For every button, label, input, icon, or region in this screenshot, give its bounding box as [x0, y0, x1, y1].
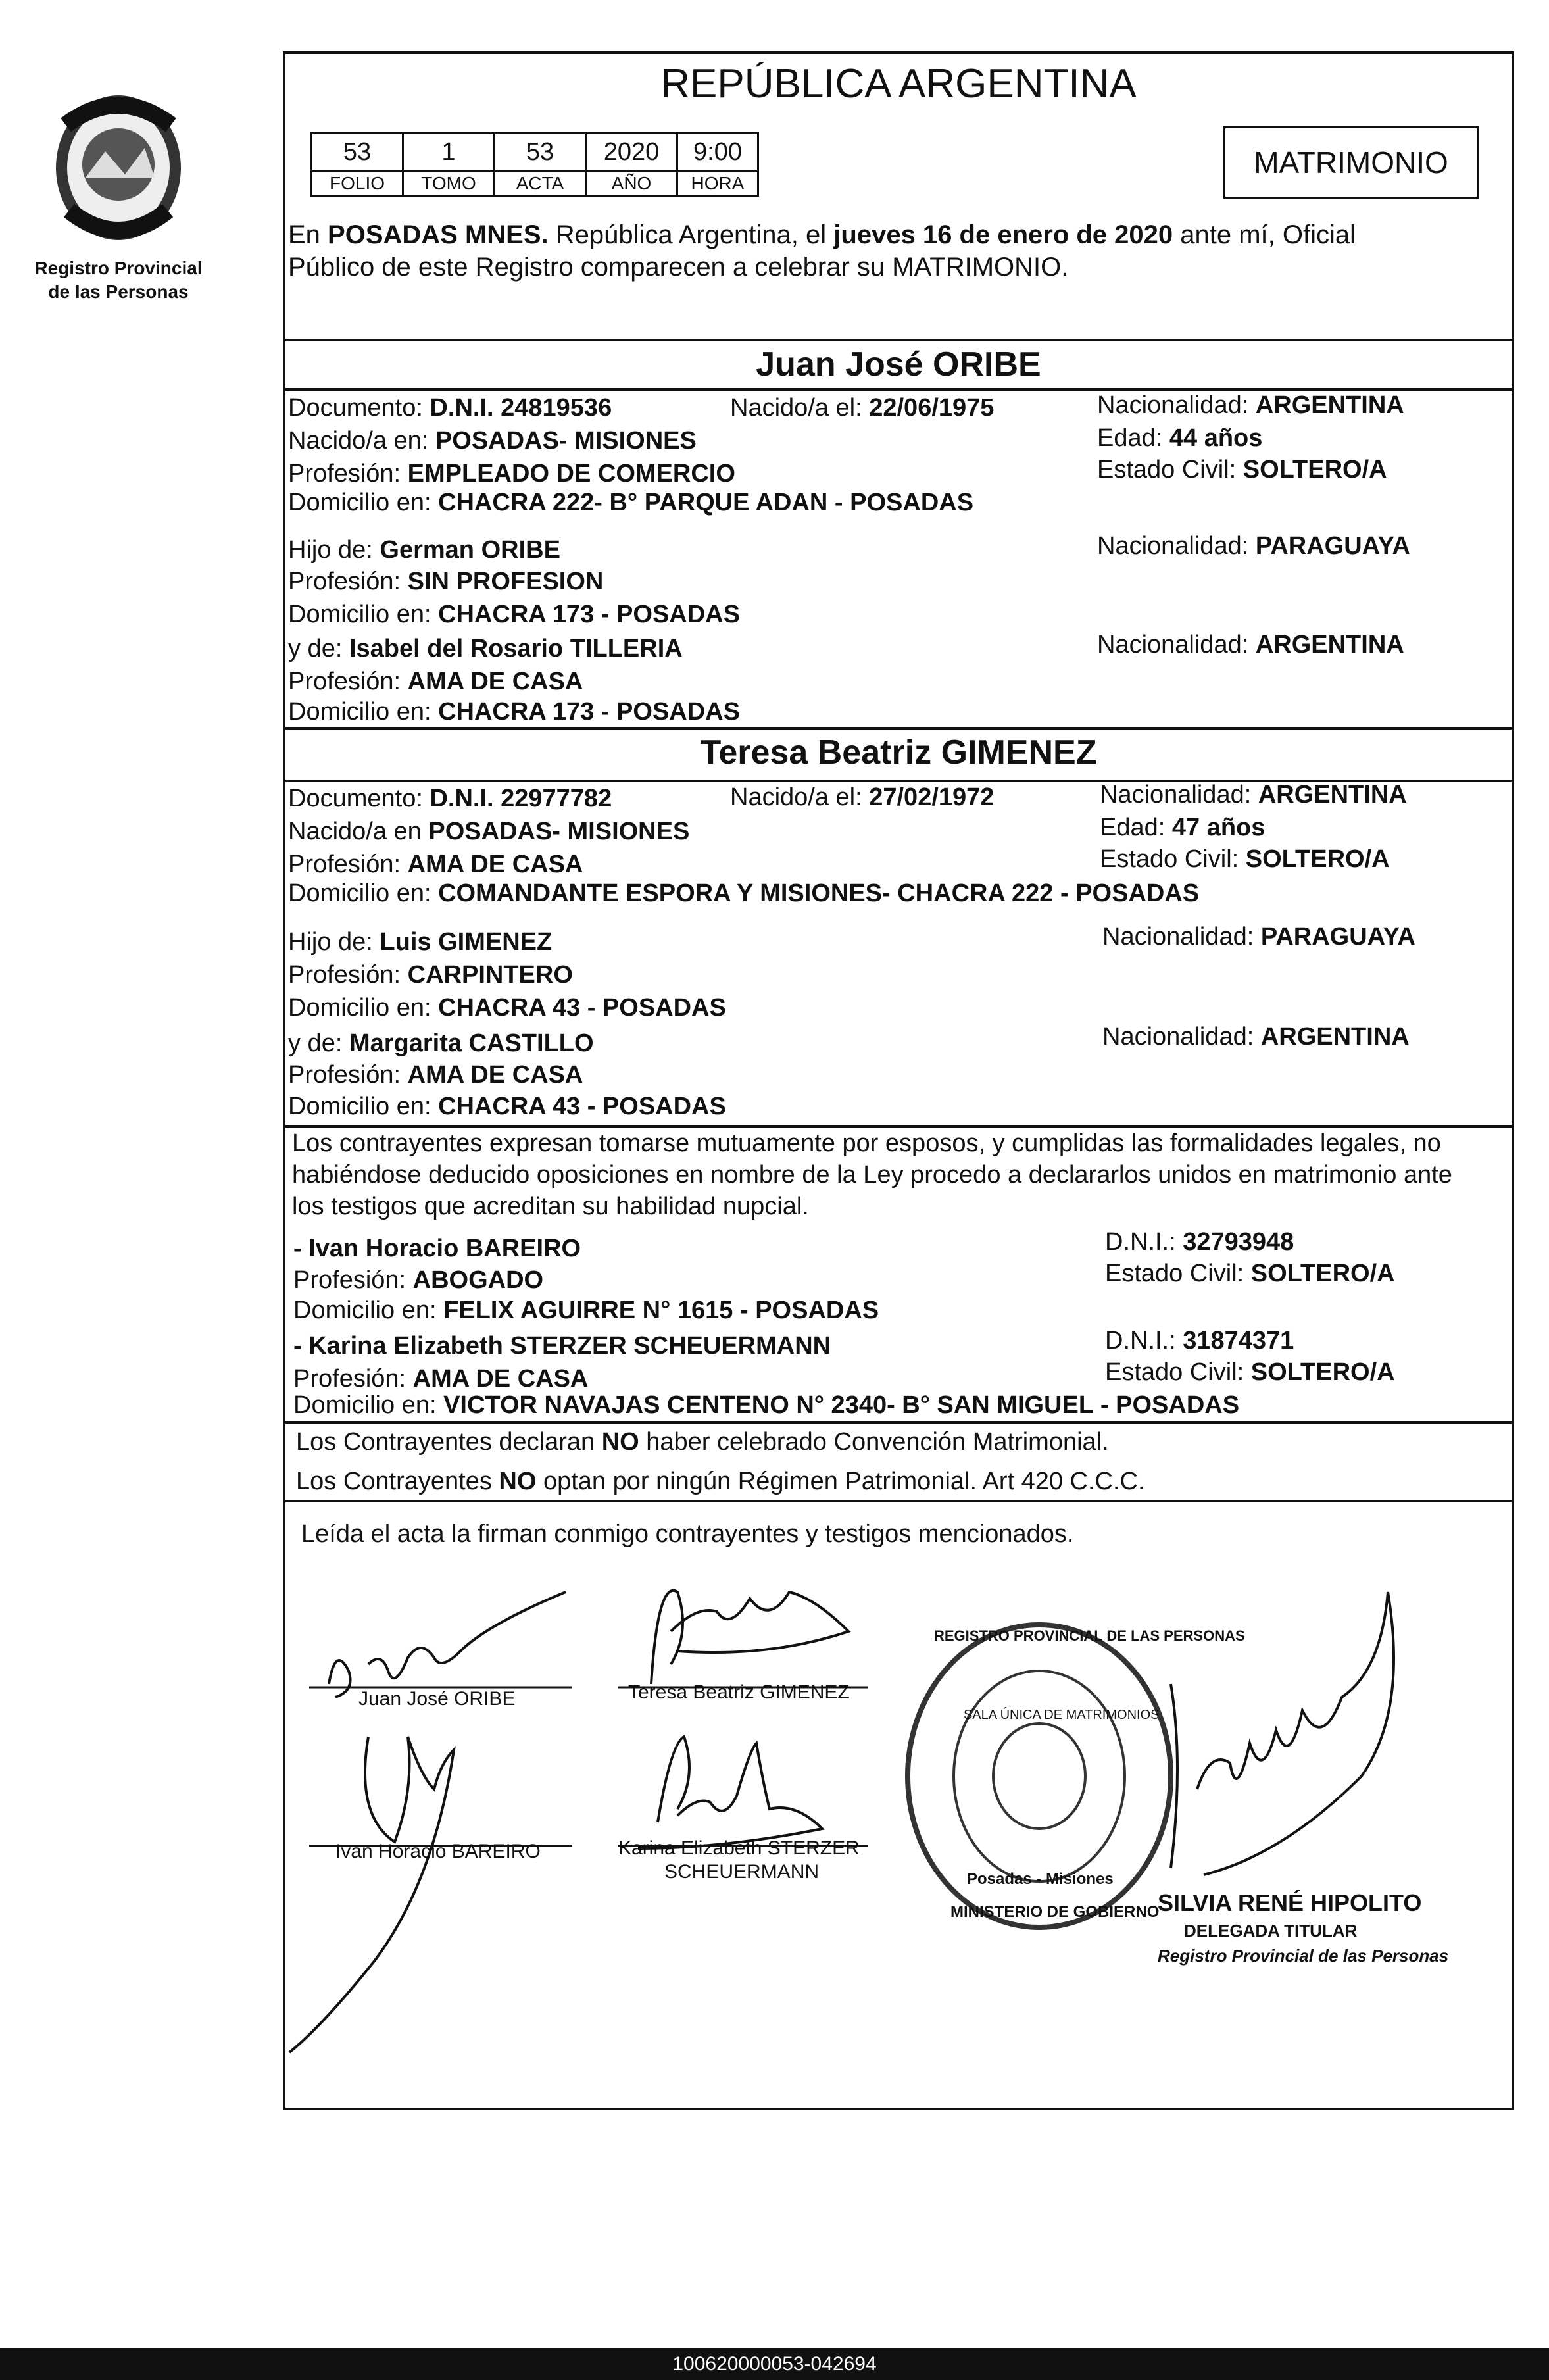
spouse2-estado-civil: Estado Civil: SOLTERO/A	[1100, 845, 1390, 873]
spouse2-edad: Edad: 47 años	[1100, 814, 1266, 841]
spouse2-documento: Documento: D.N.I. 22977782	[288, 785, 612, 812]
logo-label-2: de las Personas	[48, 282, 189, 302]
signature-label-oribe: Juan José ORIBE	[358, 1688, 516, 1710]
witness1-profesion: Profesión: ABOGADO	[293, 1266, 544, 1294]
stamp-bottom-text: Posadas - Misiones	[967, 1870, 1114, 1888]
witness2-profesion: Profesión: AMA DE CASA	[293, 1365, 589, 1393]
spouse1-father: Hijo de: German ORIBE	[288, 536, 560, 564]
field-tomo: 1 TOMO	[404, 134, 495, 195]
signature-oribe	[329, 1592, 566, 1697]
declaration-line-3: los testigos que acreditan su habilidad nupcial.	[292, 1193, 809, 1220]
convention-line-1: Los Contrayentes declaran NO haber celebrado Convención Matrimonial.	[296, 1428, 1109, 1456]
spouse2-mother-domicilio: Domicilio en: CHACRA 43 - POSADAS	[288, 1093, 726, 1120]
signature-label-sterzer-1: Karina Elizabeth STERZER	[618, 1837, 860, 1859]
spouse1-mother-domicilio: Domicilio en: CHACRA 173 - POSADAS	[288, 698, 740, 726]
closing-statement: Leída el acta la firman conmigo contrayentes y testigos mencionados.	[301, 1520, 1074, 1548]
declaration-line-2: habiéndose deducido oposiciones en nombre de la Ley procedo a declararlos unidos en matrimonio ante	[292, 1161, 1452, 1189]
spouse1-name: Juan José ORIBE	[756, 345, 1041, 384]
spouse2-mother-nacionalidad: Nacionalidad: ARGENTINA	[1102, 1023, 1410, 1051]
spouse2-mother-profesion: Profesión: AMA DE CASA	[288, 1061, 583, 1089]
spouse1-estado-civil: Estado Civil: SOLTERO/A	[1097, 456, 1387, 483]
stamp-ministry-text: MINISTERIO DE GOBIERNO	[950, 1903, 1160, 1921]
spouse1-mother-nacionalidad: Nacionalidad: ARGENTINA	[1097, 631, 1404, 658]
spouse2-profesion: Profesión: AMA DE CASA	[288, 851, 583, 878]
declaration-line-1: Los contrayentes expresan tomarse mutuamente por esposos, y cumplidas las formalidades legales, no	[292, 1129, 1441, 1157]
signature-sterzer	[638, 1737, 822, 1848]
spouse2-father: Hijo de: Luis GIMENEZ	[288, 928, 553, 956]
spouse1-edad: Edad: 44 años	[1097, 424, 1263, 452]
signature-bareiro	[289, 1737, 454, 2052]
spouse2-father-nacionalidad: Nacionalidad: PARAGUAYA	[1102, 923, 1415, 951]
intro-line-2: Público de este Registro comparecen a celebrar su MATRIMONIO.	[288, 253, 1069, 282]
signature-label-sterzer-2: SCHEUERMANN	[664, 1861, 820, 1883]
act-type: MATRIMONIO	[1254, 145, 1448, 180]
spouse1-domicilio: Domicilio en: CHACRA 222- B° PARQUE ADAN - POSADAS	[288, 489, 974, 516]
spouse1-documento: Documento: D.N.I. 24819536	[288, 394, 612, 422]
witness2-estado-civil: Estado Civil: SOLTERO/A	[1105, 1358, 1395, 1386]
field-hora: 9:00 HORA	[678, 134, 757, 195]
signature-label-bareiro: Ivan Horacio BAREIRO	[335, 1841, 541, 1862]
country-title: REPÚBLICA ARGENTINA	[660, 61, 1137, 107]
spouse2-mother: y de: Margarita CASTILLO	[288, 1029, 594, 1057]
spouse1-mother: y de: Isabel del Rosario TILLERIA	[288, 635, 683, 662]
convention-line-2: Los Contrayentes NO optan por ningún Régimen Patrimonial. Art 420 C.C.C.	[296, 1468, 1145, 1495]
official-title: DELEGADA TITULAR	[1184, 1921, 1358, 1941]
witness1-estado-civil: Estado Civil: SOLTERO/A	[1105, 1260, 1395, 1287]
witness2-domicilio: Domicilio en: VICTOR NAVAJAS CENTENO N° 2340- B° SAN MIGUEL - POSADAS	[293, 1391, 1240, 1419]
spouse2-name: Teresa Beatriz GIMENEZ	[700, 733, 1097, 772]
spouse1-mother-profesion: Profesión: AMA DE CASA	[288, 668, 583, 695]
witness2-name: - Karina Elizabeth STERZER SCHEUERMANN	[293, 1332, 831, 1360]
spouse2-domicilio: Domicilio en: COMANDANTE ESPORA Y MISIONES- CHACRA 222 - POSADAS	[288, 880, 1200, 907]
field-acta: 53 ACTA	[495, 134, 587, 195]
witness1-domicilio: Domicilio en: FELIX AGUIRRE N° 1615 - POSADAS	[293, 1297, 879, 1324]
intro-line-1: En POSADAS MNES. República Argentina, el jueves 16 de enero de 2020 ante mí, Oficial	[288, 220, 1356, 249]
stamp-inner-text: SALA ÚNICA DE MATRIMONIOS	[964, 1708, 1160, 1722]
witness1-dni: D.N.I.: 32793948	[1105, 1228, 1294, 1256]
spouse2-nacionalidad: Nacionalidad: ARGENTINA	[1100, 781, 1407, 808]
spouse2-nacido-en: Nacido/a en POSADAS- MISIONES	[288, 818, 690, 845]
signature-label-gimenez: Teresa Beatriz GIMENEZ	[628, 1681, 850, 1703]
spouse2-father-domicilio: Domicilio en: CHACRA 43 - POSADAS	[288, 994, 726, 1022]
spouse1-father-nacionalidad: Nacionalidad: PARAGUAYA	[1097, 532, 1410, 560]
witness1-name: - Ivan Horacio BAREIRO	[293, 1235, 581, 1262]
logo-label-1: Registro Provincial	[34, 258, 203, 278]
field-folio: 53 FOLIO	[312, 134, 404, 195]
stamp-ring-text: REGISTRO PROVINCIAL DE LAS PERSONAS	[934, 1627, 1245, 1644]
document-barcode: 100620000053-042694	[0, 2348, 1549, 2380]
official-name: SILVIA RENÉ HIPOLITO	[1158, 1889, 1422, 1916]
spouse1-nacido-en: Nacido/a en: POSADAS- MISIONES	[288, 427, 697, 455]
spouse1-nacionalidad: Nacionalidad: ARGENTINA	[1097, 391, 1404, 419]
spouse1-profesion: Profesión: EMPLEADO DE COMERCIO	[288, 460, 735, 487]
field-ano: 2020 AÑO	[587, 134, 678, 195]
witness2-dni: D.N.I.: 31874371	[1105, 1327, 1294, 1354]
official-office: Registro Provincial de las Personas	[1158, 1946, 1449, 1966]
signature-gimenez	[651, 1591, 848, 1684]
spouse2-nacido-el: Nacido/a el: 27/02/1972	[730, 783, 995, 811]
spouse1-nacido-el: Nacido/a el: 22/06/1975	[730, 394, 995, 422]
spouse1-father-domicilio: Domicilio en: CHACRA 173 - POSADAS	[288, 601, 740, 628]
spouse2-father-profesion: Profesión: CARPINTERO	[288, 961, 573, 989]
spouse1-father-profesion: Profesión: SIN PROFESION	[288, 568, 604, 595]
